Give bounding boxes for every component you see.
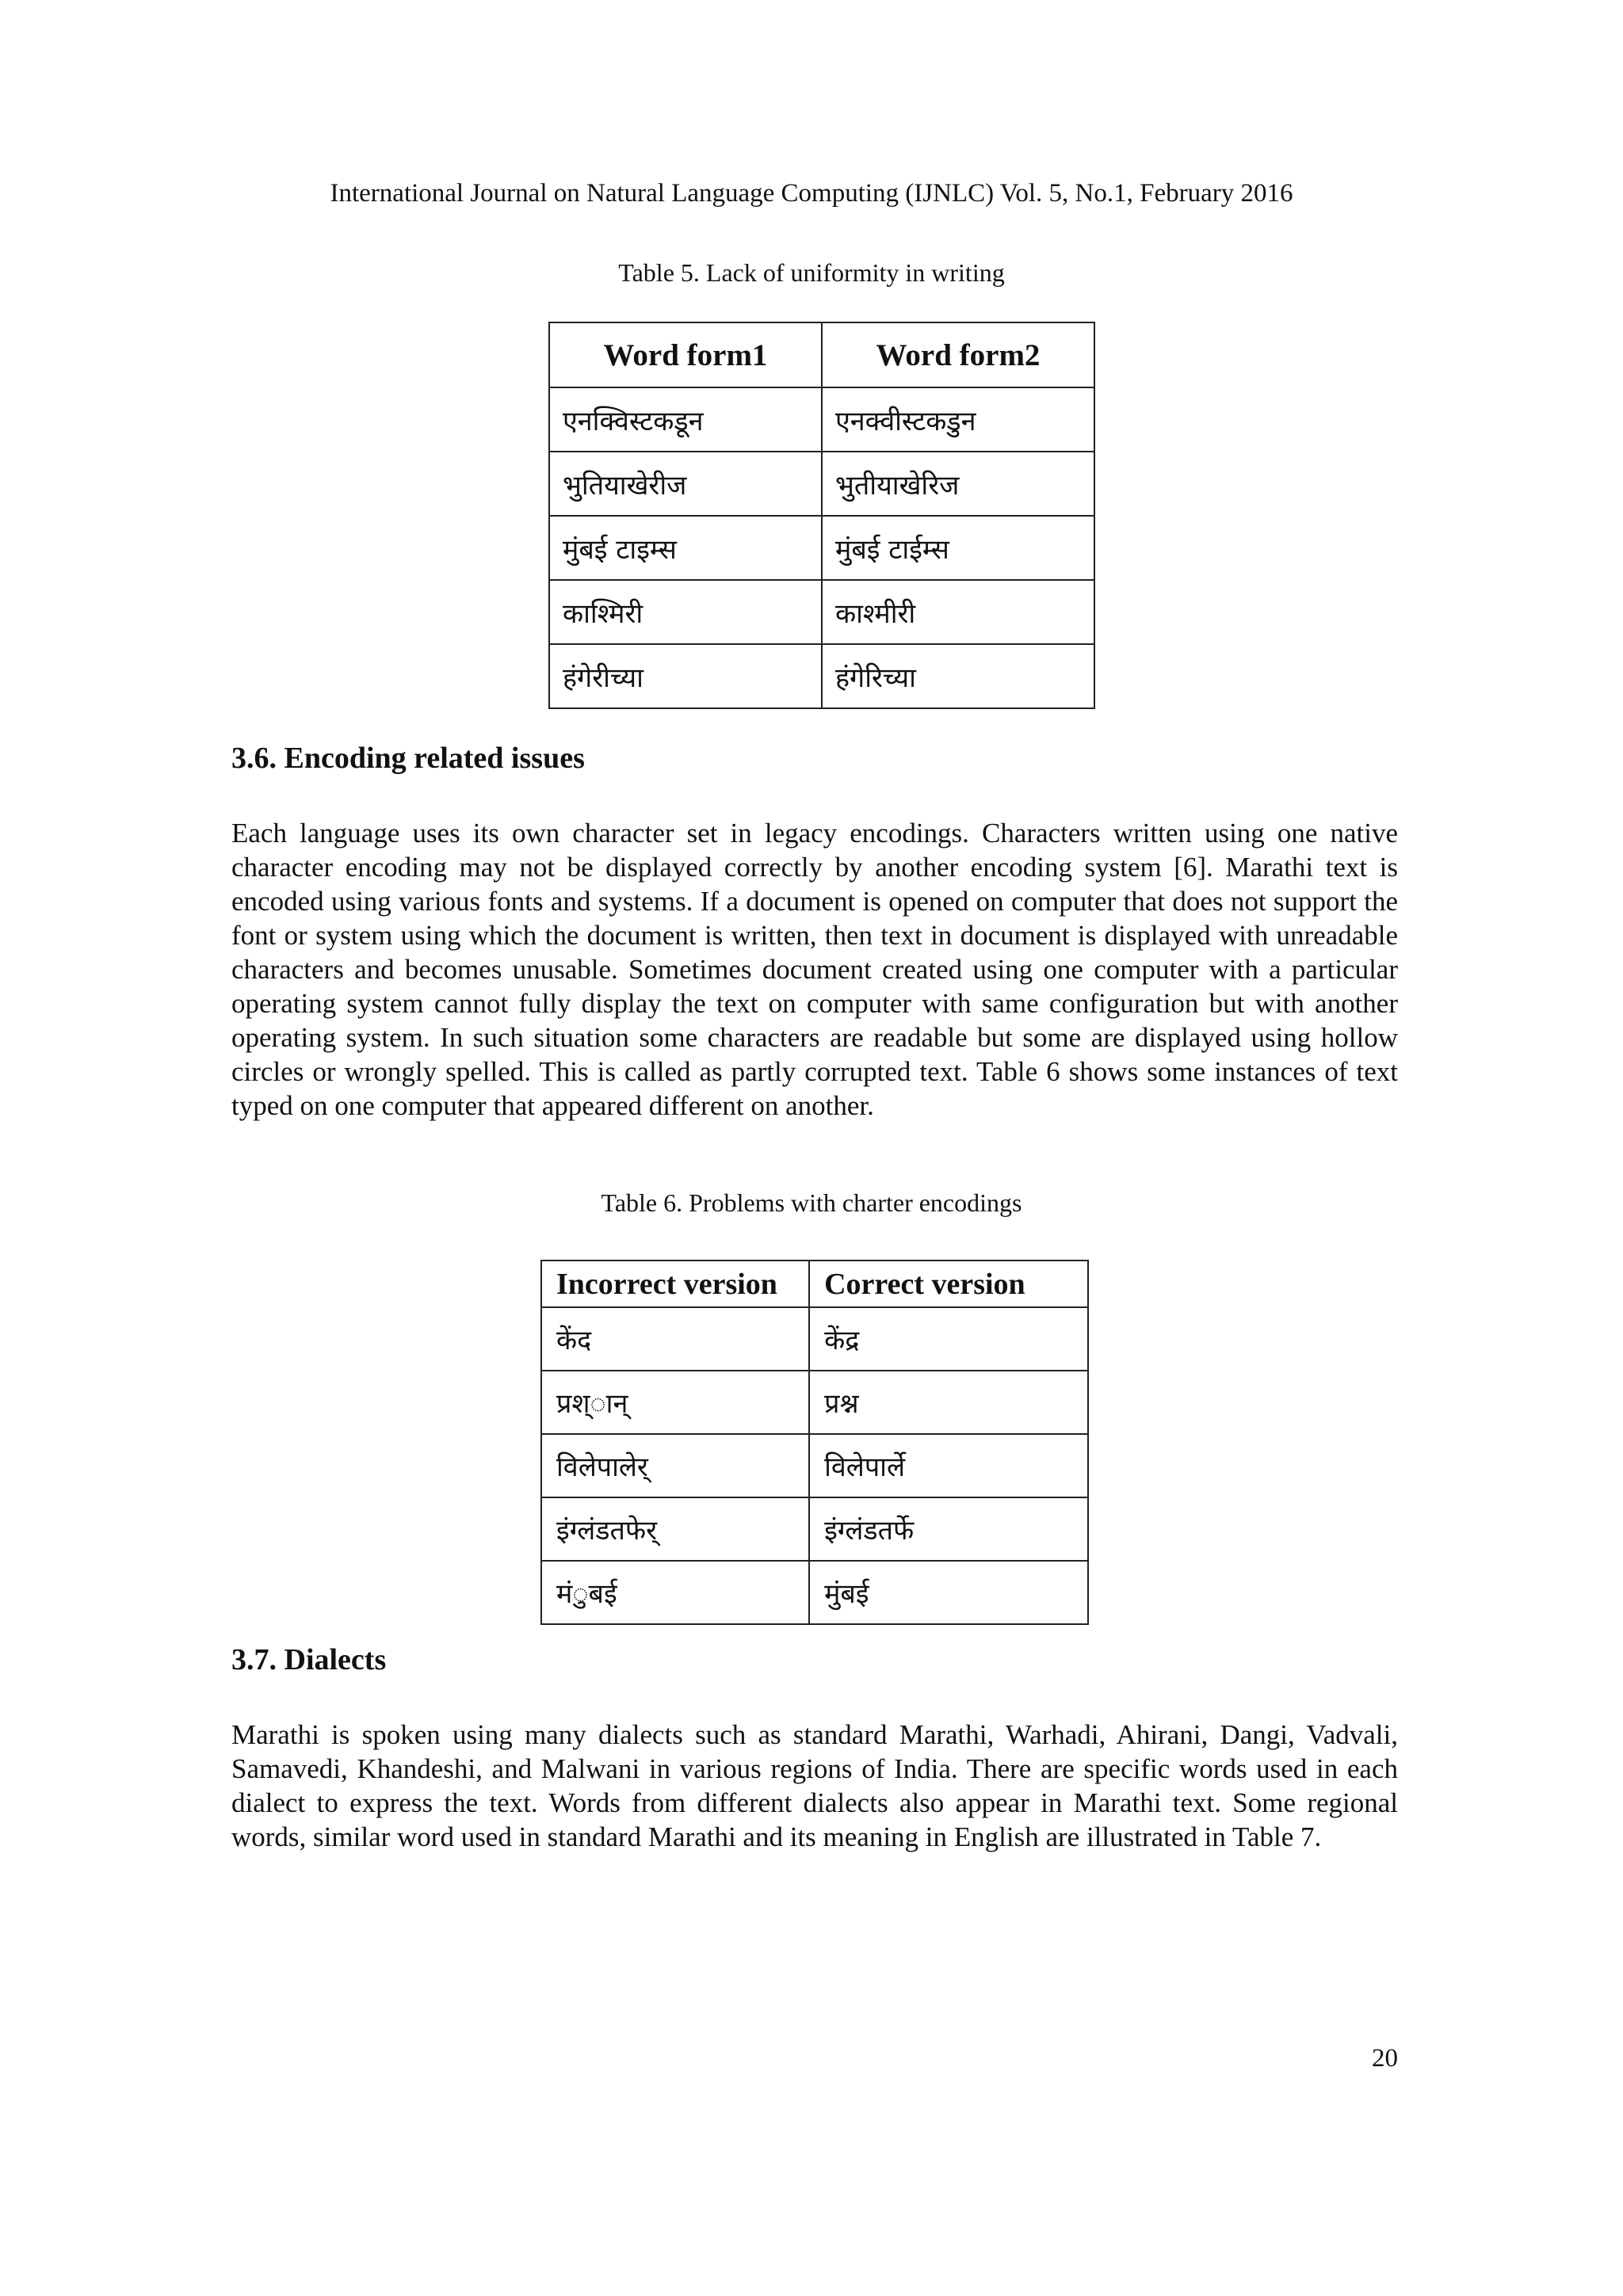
table-row bbox=[549, 516, 1094, 580]
journal-header: International Journal on Natural Language Computing (IJNLC) Vol. 5, No.1, February 2016 bbox=[330, 179, 1293, 208]
table6-col-header: Incorrect version bbox=[541, 1261, 809, 1307]
table5-col-header: Word form2 bbox=[822, 322, 1094, 387]
table-cell: भुतीयाखेरिज bbox=[822, 452, 1094, 516]
table-cell: एनक्विस्टकडून bbox=[549, 387, 822, 452]
table6-header-row bbox=[541, 1261, 1088, 1307]
table5-header-row bbox=[549, 322, 1094, 387]
table-cell: इंग्लंडतर्फे bbox=[809, 1497, 1088, 1561]
table-cell: काश्मीरी bbox=[822, 580, 1094, 644]
table-cell: इंग्लंडतफेर् bbox=[541, 1497, 809, 1561]
table-cell: केंद bbox=[541, 1307, 809, 1371]
table-cell: प्रश्न bbox=[809, 1371, 1088, 1434]
table6-col-header: Correct version bbox=[809, 1261, 1088, 1307]
table5-col-header: Word form1 bbox=[549, 322, 822, 387]
table5 bbox=[548, 322, 1095, 709]
table-row bbox=[549, 452, 1094, 516]
table-cell: प्रश्ान् bbox=[541, 1371, 809, 1434]
table-row bbox=[549, 644, 1094, 708]
table-cell: मुंबई bbox=[809, 1561, 1088, 1624]
section-heading-3-7: 3.7. Dialects bbox=[231, 1643, 387, 1676]
table-row bbox=[549, 387, 1094, 452]
table-row bbox=[541, 1434, 1088, 1497]
table-row bbox=[549, 580, 1094, 644]
table5-caption: Table 5. Lack of uniformity in writing bbox=[618, 258, 1005, 287]
table-cell: मुंबई टाईम्स bbox=[822, 516, 1094, 580]
table-cell: विलेपार्ले bbox=[809, 1434, 1088, 1497]
table-cell: भुतियाखेरीज bbox=[549, 452, 822, 516]
table-cell: हंगेरिच्या bbox=[822, 644, 1094, 708]
table6-caption: Table 6. Problems with charter encodings bbox=[601, 1188, 1022, 1217]
table-cell: केंद्र bbox=[809, 1307, 1088, 1371]
table6 bbox=[540, 1260, 1089, 1625]
page-number: 20 bbox=[1372, 2044, 1398, 2073]
table-cell: विलेपालेर् bbox=[541, 1434, 809, 1497]
table-cell: एनक्वीस्टकडुन bbox=[822, 387, 1094, 452]
table-cell: हंगेरीच्या bbox=[549, 644, 822, 708]
table-cell: काश्मिरी bbox=[549, 580, 822, 644]
section-3-7-paragraph: Marathi is spoken using many dialects such as standard Marathi, Warhadi, Ahirani, Dangi, Vadvali, Samavedi, Khandeshi, and Malwani in various regions of India. There are specific words used in each dialect to express the text. Words from different dialects also appear in Marathi text. Some regional words, similar word used in standard Marathi and its meaning in English are illustrated in Table 7. bbox=[231, 1719, 1398, 1852]
section-3-6-paragraph: Each language uses its own character set in legacy encodings. Characters written using one native character encoding may not be displayed correctly by another encoding system [6]. Marathi text is encoded using various fonts and systems. If a document is opened on computer that does not support the font or system using which the document is written, then text in document is displayed with unreadable characters and becomes unusable. Sometimes document created using one computer with a particular operating system cannot fully display the text on computer with same configuration but with another operating system. In such situation some characters are readable but some are displayed using hollow circles or wrongly spelled. This is called as partly corrupted text. Table 6 shows some instances of text typed on one computer that appeared different on another. bbox=[231, 818, 1398, 1121]
section-heading-3-6: 3.6. Encoding related issues bbox=[231, 742, 585, 775]
table-row bbox=[541, 1497, 1088, 1561]
table-cell: मुंबई टाइम्स bbox=[549, 516, 822, 580]
table-row bbox=[541, 1371, 1088, 1434]
table-row bbox=[541, 1307, 1088, 1371]
table-cell: मंुबई bbox=[541, 1561, 809, 1624]
table-row bbox=[541, 1561, 1088, 1624]
